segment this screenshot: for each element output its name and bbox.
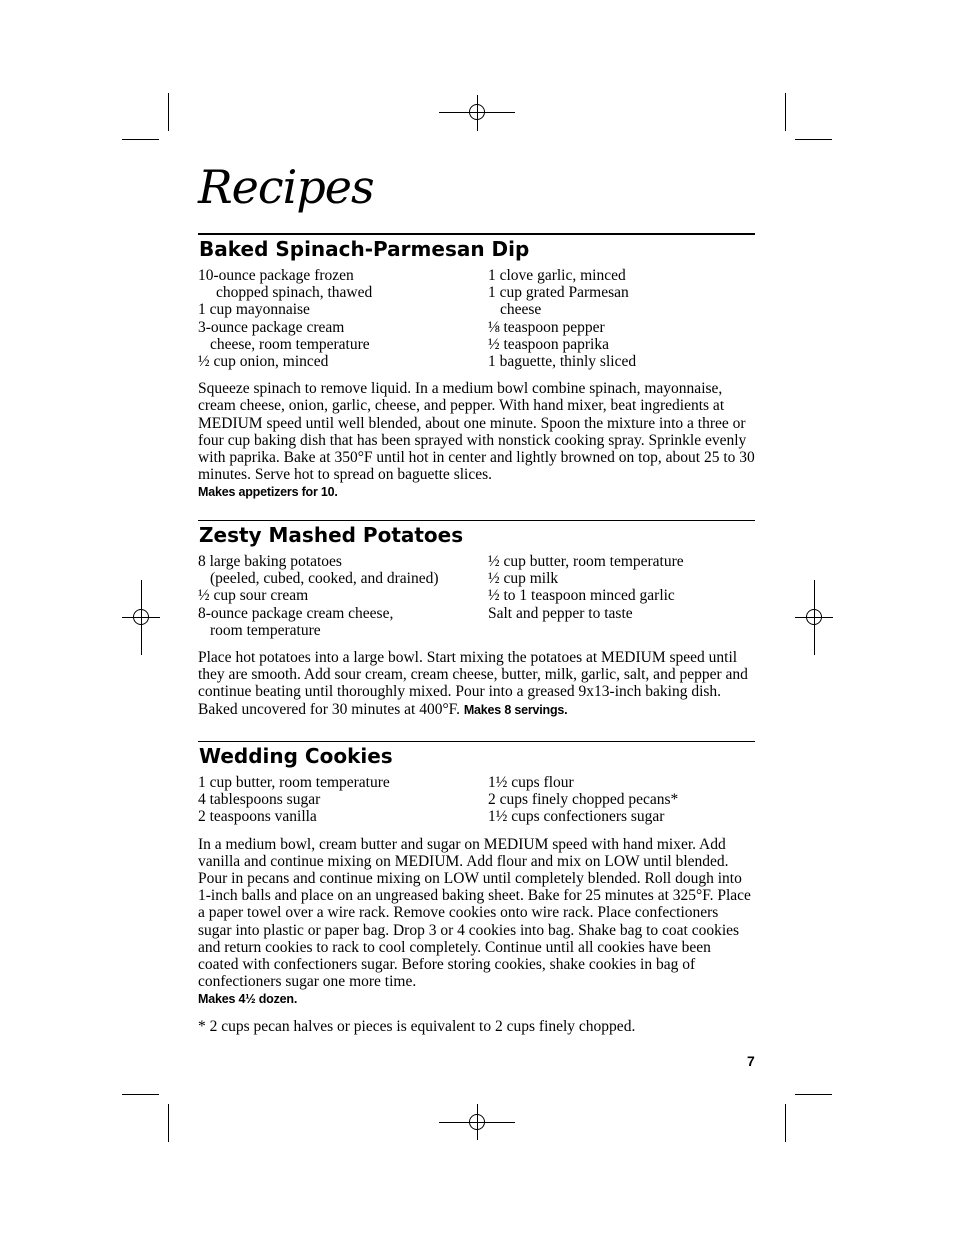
ingredient-item: ½ teaspoon paprika (488, 335, 609, 353)
page-title: Recipes (198, 160, 374, 214)
crop-mark (168, 1104, 169, 1142)
ingredient-item: ½ cup onion, minced (198, 353, 329, 371)
ingredient-item: ⅛ teaspoon pepper (488, 318, 605, 336)
ingredient-list-right (488, 774, 755, 826)
ingredient-item: 1 cup mayonnaise (198, 301, 310, 319)
recipe-directions: In a medium bowl, cream butter and sugar on MEDIUM speed with hand mixer. Add vanilla and continue mixing on MEDIUM. Add flour and mix on LOW until blended. Pour in pecans and continue mixing on LOW until completely blended. Roll dough into 1-inch balls and place on an ungreased baking sheet. Bake for 25 minutes at 325°F. Place a paper towel over a wire rack. Remove cookies onto wire rack. Place confectioners sugar into plastic or paper bag. Drop 3 or 4 cookies into bag. Shake bag to coat cookies and return cookies to rack to cool completely. Continue until all cookies have been coated with confectioners sugar. Before storing cookies, shake cookies in bag of confectioners sugar one more time. Makes 4½ dozen. (198, 836, 755, 1009)
ingredient-item: 1½ cups confectioners sugar (488, 808, 665, 826)
ingredient-columns (198, 553, 755, 639)
ingredient-item: 2 cups finely chopped pecans* (488, 791, 679, 809)
ingredient-item: 1½ cups flour (488, 774, 574, 791)
ingredient-item: 1 clove garlic, minced (488, 267, 626, 284)
ingredient-list-left (198, 774, 488, 826)
ingredient-item: 1 baguette, thinly sliced (488, 353, 637, 371)
section-divider (198, 741, 755, 742)
recipe-mashed-potatoes (198, 520, 755, 719)
ingredient-item: 2 teaspoons vanilla (198, 808, 317, 826)
ingredient-item: ½ cup milk (488, 570, 559, 588)
recipe-title: Zesty Mashed Potatoes (199, 523, 464, 547)
recipe-wedding-cookies (198, 741, 755, 1009)
crop-mark (122, 139, 159, 140)
crop-mark (168, 93, 169, 131)
page-number: 7 (747, 1053, 755, 1069)
ingredient-item: 4 tablespoons sugar (198, 791, 321, 809)
ingredient-item: 8 large baking potatoes (peeled, cubed, cooked, and drained) (198, 553, 439, 588)
ingredient-item: ½ cup butter, room temperature (488, 553, 684, 570)
crop-mark (795, 139, 832, 140)
crop-mark (795, 1094, 832, 1095)
footnote: * 2 cups pecan halves or pieces is equivalent to 2 cups finely chopped. (198, 1018, 636, 1035)
ingredient-columns (198, 774, 755, 826)
ingredient-list-left (198, 267, 488, 370)
recipe-directions: Squeeze spinach to remove liquid. In a medium bowl combine spinach, mayonnaise, cream cheese, onion, garlic, cheese, and pepper. With hand mixer, beat ingredients at MEDIUM speed until well blended, about one minute. Spoon the mixture into a three or four cup baking dish that has been sprayed with nonstick cooking spray. Sprinkle evenly with paprika. Bake at 350°F until hot in center and lightly browned on top, about 25 to 30 minutes. Serve hot to spread on baguette slices. Makes appetizers for 10. (198, 380, 755, 501)
ingredient-item: 3-ounce package cream cheese, room temperature (198, 318, 370, 353)
ingredient-item: Salt and pepper to taste (488, 604, 633, 622)
recipe-title: Wedding Cookies (199, 744, 393, 768)
section-divider (198, 233, 755, 235)
recipe-spinach-dip (198, 233, 755, 502)
ingredient-item: ½ to 1 teaspoon minced garlic (488, 587, 675, 605)
ingredient-list-left (198, 553, 488, 639)
recipe-title: Baked Spinach-Parmesan Dip (199, 237, 530, 261)
ingredient-item: 1 cup butter, room temperature (198, 774, 390, 791)
recipe-directions: Place hot potatoes into a large bowl. Start mixing the potatoes at MEDIUM speed until they are smooth. Add sour cream, cream cheese, butter, milk, garlic, salt, and pepper and continue beating until thoroughly mixed. Pour into a greased 9x13-inch baking dish. Baked uncovered for 30 minutes at 400°F. Makes 8 servings. (198, 649, 748, 718)
ingredient-item: 1 cup grated Parmesan cheese (488, 284, 629, 319)
recipe-yield: Makes 8 servings. (463, 702, 568, 717)
recipe-yield: Makes appetizers for 10. (198, 485, 338, 500)
section-divider (198, 520, 755, 521)
ingredient-item: 10-ounce package frozen chopped spinach, thawed (198, 267, 373, 302)
ingredient-list-right (488, 267, 755, 370)
ingredient-columns (198, 267, 755, 370)
crop-mark (785, 1104, 786, 1142)
ingredient-item: ½ cup sour cream (198, 587, 309, 605)
crop-mark (785, 93, 786, 131)
ingredient-item: 8-ounce package cream cheese, room temperature (198, 604, 394, 639)
ingredient-list-right (488, 553, 755, 639)
recipe-yield: Makes 4½ dozen. (198, 992, 298, 1007)
crop-mark (122, 1094, 159, 1095)
